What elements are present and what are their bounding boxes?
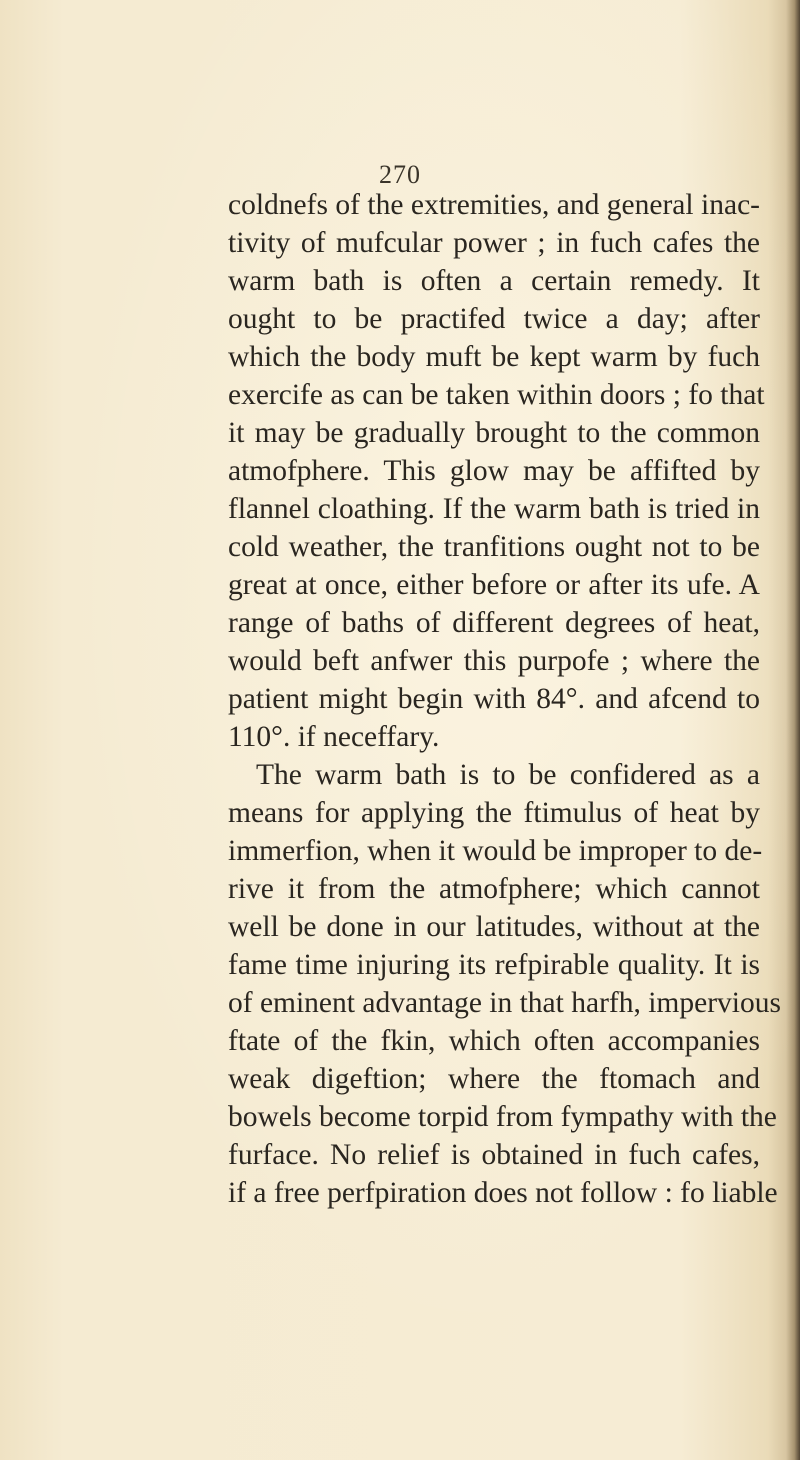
text-line: well be done in our latitudes, without at the <box>228 911 760 943</box>
text-line: it may be gradually brought to the common <box>228 417 760 449</box>
text-line: bowels become torpid from fympathy with the <box>228 1101 777 1133</box>
text-line: ought to be practifed twice a day; after <box>228 303 760 335</box>
text-line: atmofphere. This glow may be affifted by <box>228 455 760 487</box>
text-line: of eminent advantage in that harfh, impervious <box>228 987 781 1019</box>
text-line: furface. No relief is obtained in fuch cafes, <box>228 1139 760 1171</box>
text-line: flannel cloathing. If the warm bath is tried in <box>228 493 760 525</box>
text-line: great at once, either before or after its ufe. A <box>228 569 760 601</box>
text-line: means for applying the ftimulus of heat by <box>228 797 760 829</box>
text-line: immerfion, when it would be improper to de- <box>228 835 763 867</box>
text-line: exercife as can be taken within doors ; fo that <box>228 379 765 411</box>
text-line: fame time injuring its refpirable quality. It is <box>228 949 760 981</box>
text-line: ftate of the fkin, which often accompanies <box>228 1025 760 1057</box>
text-line: cold weather, the tranfitions ought not to be <box>228 531 760 563</box>
text-line: if a free perfpiration does not follow : fo liable <box>228 1177 778 1209</box>
text-line: coldnefs of the extremities, and general inac- <box>228 189 760 221</box>
text-line: patient might begin with 84°. and afcend to <box>228 683 760 715</box>
text-line: which the body muft be kept warm by fuch <box>228 341 760 373</box>
text-line: tivity of mufcular power ; in fuch cafes the <box>228 227 760 259</box>
text-line: warm bath is often a certain remedy. It <box>228 265 760 297</box>
text-line: would beft anfwer this purpofe ; where the <box>228 645 760 677</box>
text-line: 110°. if neceffary. <box>228 721 440 753</box>
text-line: weak digeftion; where the ftomach and <box>228 1063 760 1095</box>
page-number: 270 <box>379 160 421 189</box>
text-line: The warm bath is to be confidered as a <box>256 759 760 791</box>
text-line: range of baths of different degrees of heat, <box>228 607 760 639</box>
page-edge-shadow <box>786 0 800 1460</box>
text-line: rive it from the atmofphere; which cannot <box>228 873 760 905</box>
